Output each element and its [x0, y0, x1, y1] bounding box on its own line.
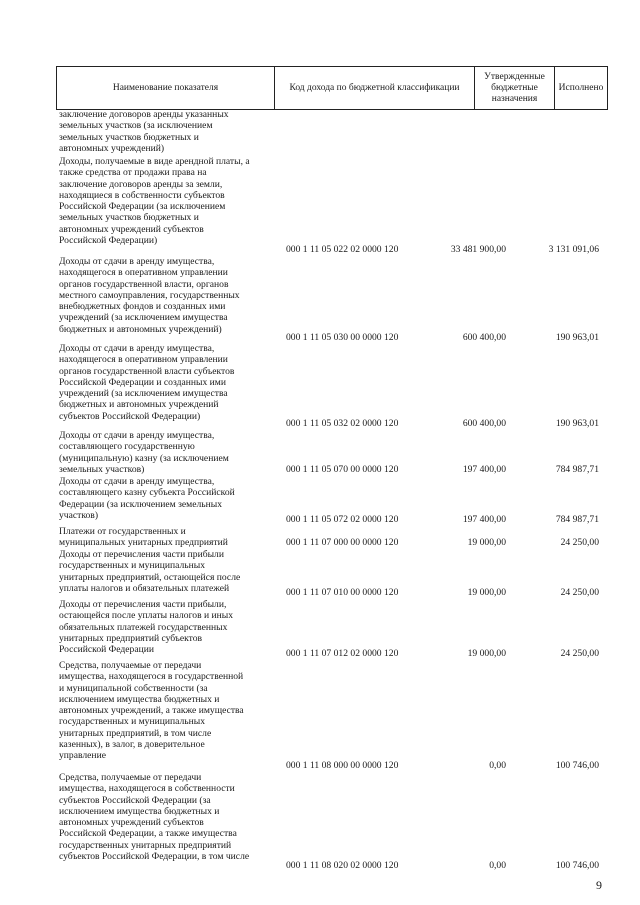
- row-name: Доходы от сдачи в аренду имущества, находящегося в оперативном управлении органов государственной власти субъектов Российской Федерации и созданных ими учреждений (за исключением имущества бюджетных и автономных учреждений субъектов Российской Федерации): [59, 343, 235, 422]
- row-approved: 0,00: [489, 860, 506, 871]
- header-code-column: Код дохода по бюджетной классификации: [275, 67, 475, 109]
- row-code: 000 1 11 07 012 02 0000 120: [286, 648, 399, 659]
- row-code: 000 1 11 08 020 02 0000 120: [286, 860, 399, 871]
- row-name: Доходы от перечисления части прибыли государственных и муниципальных унитарных предприятий, остающейся после уплаты налогов и обязательных платежей: [59, 549, 241, 594]
- row-executed: 100 746,00: [555, 860, 599, 871]
- row-executed: 3 131 091,06: [548, 244, 599, 255]
- row-name: заключение договоров аренды указанных земельных участков (за исключением земельных участков бюджетных и автономных учреждений): [59, 109, 229, 154]
- row-name: Средства, получаемые от передачи имущества, находящегося в собственности субъектов Российской Федерации (за исключением имущества бюджетных и автономных учреждений субъектов Российской Федерации, а также имущества государственных унитарных предприятий субъектов Российской Федерации, в том числе: [59, 772, 250, 863]
- row-name: Средства, получаемые от передачи имущества, находящегося в государственной и муниципальной собственности (за исключением имущества бюджетных и автономных учреждений, а также имущества государственных и муниципальных унитарных предприятий, в том числе казенных), в залог, в доверительное управление: [59, 660, 244, 762]
- row-name: Доходы от сдачи в аренду имущества, находящегося в оперативном управлении органов государственной власти, органов местного самоуправления, государственных внебюджетных фондов и созданных ими учреждений (за исключением имущества бюджетных и автономных учреждений): [59, 256, 240, 335]
- row-executed: 24 250,00: [560, 537, 599, 548]
- row-name: Доходы от сдачи в аренду имущества, составляющего государственную (муниципальную) казну (за исключением земельных участков): [59, 430, 229, 475]
- row-approved: 19 000,00: [467, 587, 506, 598]
- header-approved-column: Утвержденные бюджетные назначения: [475, 67, 555, 109]
- row-approved: 600 400,00: [462, 332, 506, 343]
- row-name: Доходы, получаемые в виде арендной платы, а также средства от продажи права на заключение договоров аренды за земли, находящиеся в собственности субъектов Российской Федерации (за исключением земельных участков бюджетных и автономных учреждений субъектов Российской Федерации): [59, 156, 250, 247]
- row-executed: 190 963,01: [555, 332, 599, 343]
- row-approved: 33 481 900,00: [450, 244, 506, 255]
- row-executed: 24 250,00: [560, 648, 599, 659]
- row-name: Доходы от сдачи в аренду имущества, составляющего казну субъекта Российской Федерации (за исключением земельных участков): [59, 476, 235, 521]
- row-approved: 197 400,00: [462, 464, 506, 475]
- row-approved: 600 400,00: [462, 418, 506, 429]
- header-executed-column: Исполнено: [558, 82, 604, 93]
- row-approved: 19 000,00: [467, 537, 506, 548]
- row-code: 000 1 11 07 000 00 0000 120: [286, 537, 399, 548]
- row-code: 000 1 11 05 072 02 0000 120: [286, 514, 399, 525]
- row-executed: 100 746,00: [555, 760, 599, 771]
- row-executed: 784 987,71: [555, 464, 599, 475]
- row-approved: 0,00: [489, 760, 506, 771]
- page-number: 9: [596, 878, 602, 892]
- row-code: 000 1 11 05 032 02 0000 120: [286, 418, 399, 429]
- row-code: 000 1 11 07 010 00 0000 120: [286, 587, 399, 598]
- row-code: 000 1 11 08 000 00 0000 120: [286, 760, 399, 771]
- row-code: 000 1 11 05 030 00 0000 120: [286, 332, 399, 343]
- row-name: Платежи от государственных и муниципальных унитарных предприятий: [59, 526, 228, 549]
- row-approved: 197 400,00: [462, 514, 506, 525]
- row-code: 000 1 11 05 070 00 0000 120: [286, 464, 399, 475]
- row-name: Доходы от перечисления части прибыли, остающейся после уплаты налогов и иных обязательных платежей государственных унитарных предприятий субъектов Российской Федерации: [59, 599, 234, 656]
- row-executed: 784 987,71: [555, 514, 599, 525]
- header-name-column: Наименование показателя: [57, 67, 275, 109]
- row-executed: 190 963,01: [555, 418, 599, 429]
- table-header: [56, 66, 608, 110]
- row-approved: 19 000,00: [467, 648, 506, 659]
- row-executed: 24 250,00: [560, 587, 599, 598]
- row-code: 000 1 11 05 022 02 0000 120: [286, 244, 399, 255]
